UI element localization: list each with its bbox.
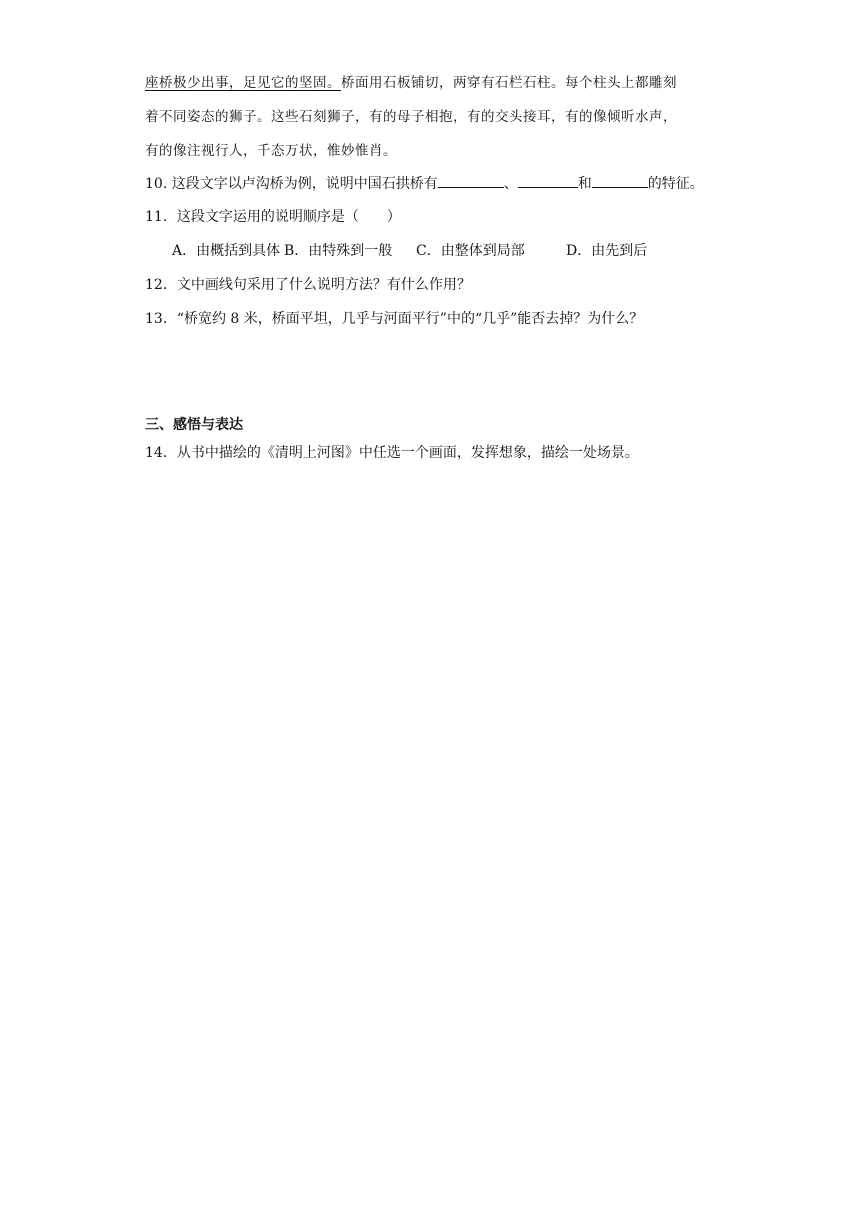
underlined-sentence: 座桥极少出事，足见它的坚固。 [145, 75, 341, 91]
option-d[interactable]: D．由先到后 [566, 243, 648, 259]
question-13 [145, 309, 643, 329]
question-text: 文中画线句采用了什么说明方法？有什么作用？ [176, 277, 471, 293]
question-text: 从书中描绘的《清明上河图》中任选一个画面，发挥想象，描绘一处场景。 [176, 445, 639, 461]
passage-line-2: 着不同姿态的狮子。这些石刻狮子，有的母子相抱，有的交头接耳，有的像倾听水声， [145, 109, 677, 125]
question-10 [145, 173, 704, 194]
section-title: 三、感悟与表达 [145, 417, 243, 433]
passage-line-1-rest: 桥面用石板铺切，两穿有石栏石柱。每个柱头上都雕刻 [341, 75, 677, 91]
option-b[interactable]: B．由特殊到一般 [284, 243, 393, 259]
answer-blank-3[interactable] [592, 173, 648, 188]
question-11 [145, 207, 401, 227]
question-number: 13． [145, 311, 177, 327]
answer-blank-1[interactable] [438, 173, 504, 188]
separator: 和 [577, 176, 592, 192]
question-text: “桥宽约 8 米，桥面平坦，几乎与河面平行”中的“几乎”能否去掉？为什么？ [176, 311, 644, 327]
option-a[interactable]: A．由概括到具体 [172, 243, 281, 259]
passage-line-1 [145, 73, 677, 93]
question-11-options [172, 241, 647, 261]
question-12 [145, 275, 471, 295]
question-text: 这段文字以卢沟桥为例，说明中国石拱桥有 [171, 176, 438, 192]
question-text-end: 的特征。 [647, 176, 704, 192]
question-number: 10. [145, 176, 168, 192]
option-c[interactable]: C．由整体到局部 [416, 243, 525, 259]
question-number: 11． [145, 209, 177, 225]
separator: 、 [503, 176, 518, 192]
question-number: 14． [145, 445, 177, 461]
answer-blank-2[interactable] [518, 173, 578, 188]
question-14 [145, 443, 639, 463]
question-text: 这段文字运用的说明顺序是（ ） [176, 209, 401, 225]
question-number: 12． [145, 277, 177, 293]
passage-line-3: 有的像注视行人，千态万状，惟妙惟肖。 [145, 143, 397, 159]
